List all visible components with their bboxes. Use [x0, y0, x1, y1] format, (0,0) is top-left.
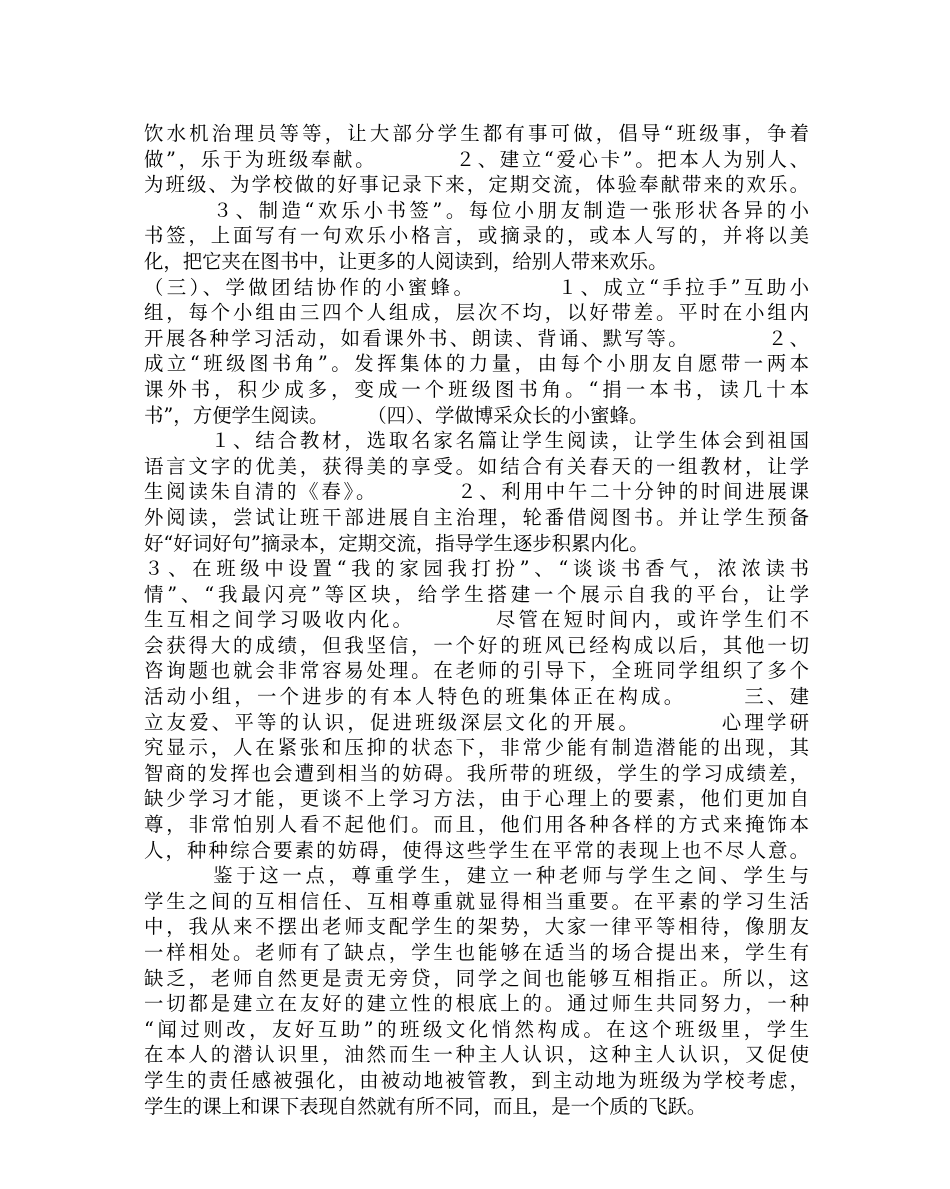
text-line: 成立“班级图书角”。发挥集体的力量，由每个小朋友自愿带一两本 — [144, 352, 809, 376]
text-line: 开展各种学习活动，如看课外书、朗读、背诵、默写等。 ２、 — [144, 326, 809, 350]
text-line: 立友爱、平等的认识，促进班级深层文化的开展。 心理学研 — [144, 710, 809, 734]
text-line: 课外书，积少成多，变成一个班级图书角。“捐一本书，读几十本 — [144, 377, 809, 401]
text-line: 一样相处。老师有了缺点，学生也能够在适当的场合提出来，学生有 — [144, 941, 809, 964]
text-line: 活动小组，一个进步的有本人特色的班集体正在构成。 三、建 — [144, 685, 809, 709]
text-line: 情”、“我最闪亮”等区块，给学生搭建一个展示自我的平台，让学 — [144, 582, 809, 606]
text-line: 会获得大的成绩，但我坚信，一个好的班风已经构成以后，其他一切 — [144, 633, 809, 657]
text-line: “闻过则改，友好互助”的班级文化悄然构成。在这个班级里，学生 — [144, 1017, 809, 1041]
text-line: 中，我从来不摆出老师支配学生的架势，大家一律平等相待，像朋友 — [144, 915, 809, 939]
text-line: 做”，乐于为班级奉献。 ２、建立“爱心卡”。把本人为别人、 — [144, 147, 809, 171]
text-line: 饮水机治理员等等，让大部分学生都有事可做，倡导“班级事，争着 — [144, 122, 809, 145]
text-line: 外阅读，尝试让班干部进展自主治理，轮番借阅图书。并让学生预备 — [144, 505, 809, 529]
text-line: 化，把它夹在图书中，让更多的人阅读到，给别人带来欢乐。 — [144, 249, 668, 273]
text-line: 智商的发挥也会遭到相当的妨碍。我所带的班级，学生的学习成绩差， — [144, 761, 809, 785]
text-line: 人，种种综合要素的妨碍，使得这些学生在平常的表现上也不尽人意。 — [144, 838, 809, 862]
text-line: 学生之间的互相信任、互相尊重就显得相当重要。在平素的学习生活 — [144, 889, 809, 913]
text-line: 缺乏，老师自然更是责无旁贷，同学之间也能够互相指正。所以，这 — [144, 966, 809, 990]
text-line: 缺少学习才能，更谈不上学习方法，由于心理上的要素，他们更加自 — [144, 787, 809, 811]
text-line: 学生的课上和课下表现自然就有所不同，而且，是一个质的飞跃。 — [144, 1094, 707, 1118]
body-text — [144, 121, 809, 1119]
text-line: ３、制造“欢乐小书签”。每位小朋友制造一张形状各异的小 — [144, 198, 809, 222]
text-line: 一切都是建立在友好的建立性的根底上的。通过师生共同努力，一种 — [144, 992, 809, 1016]
text-line: 学生的责任感被强化，由被动地被管教，到主动地为班级为学校考虑， — [144, 1068, 809, 1092]
text-line: 生互相之间学习吸收内化。 尽管在短时间内，或许学生们不 — [144, 608, 809, 632]
text-line: 语言文字的优美，获得美的享受。如结合有关春天的一组教材，让学 — [144, 454, 809, 478]
text-line: 咨询题也就会非常容易处理。在老师的引导下，全班同学组织了多个 — [144, 659, 809, 683]
text-line: 鉴于这一点，尊重学生，建立一种老师与学生之间、学生与 — [144, 864, 809, 888]
text-line: （三）、学做团结协作的小蜜蜂。 １、成立“手拉手”互助小 — [144, 275, 809, 299]
text-line: 为班级、为学校做的好事记录下来，定期交流，体验奉献带来的欢乐。 — [144, 173, 809, 197]
text-line: 究显示，人在紧张和压抑的状态下，非常少能有制造潜能的出现，其 — [144, 736, 809, 760]
text-line: 好“好词好句”摘录本，定期交流，指导学生逐步积累内化。 — [144, 531, 649, 555]
text-line: ３、在班级中设置“我的家园我打扮”、“谈谈书香气，浓浓读书 — [144, 557, 809, 581]
text-line: 组，每个小组由三四个人组成，层次不均，以好带差。平时在小组内 — [144, 301, 809, 325]
text-line: １、结合教材，选取名家名篇让学生阅读，让学生体会到祖国 — [144, 429, 809, 453]
text-line: 尊，非常怕别人看不起他们。而且，他们用各种各样的方式来掩饰本 — [144, 813, 809, 837]
text-line: 在本人的潜认识里，油然而生一种主人认识，这种主人认识，又促使 — [144, 1043, 809, 1067]
text-line: 书签，上面写有一句欢乐小格言，或摘录的，或本人写的，并将以美 — [144, 224, 809, 248]
text-line: 生阅读朱自清的《春》。 ２、利用中午二十分钟的时间进展课 — [144, 480, 809, 504]
text-line: 书”，方便学生阅读。 （四）、学做博采众长的小蜜蜂。 — [144, 403, 649, 427]
